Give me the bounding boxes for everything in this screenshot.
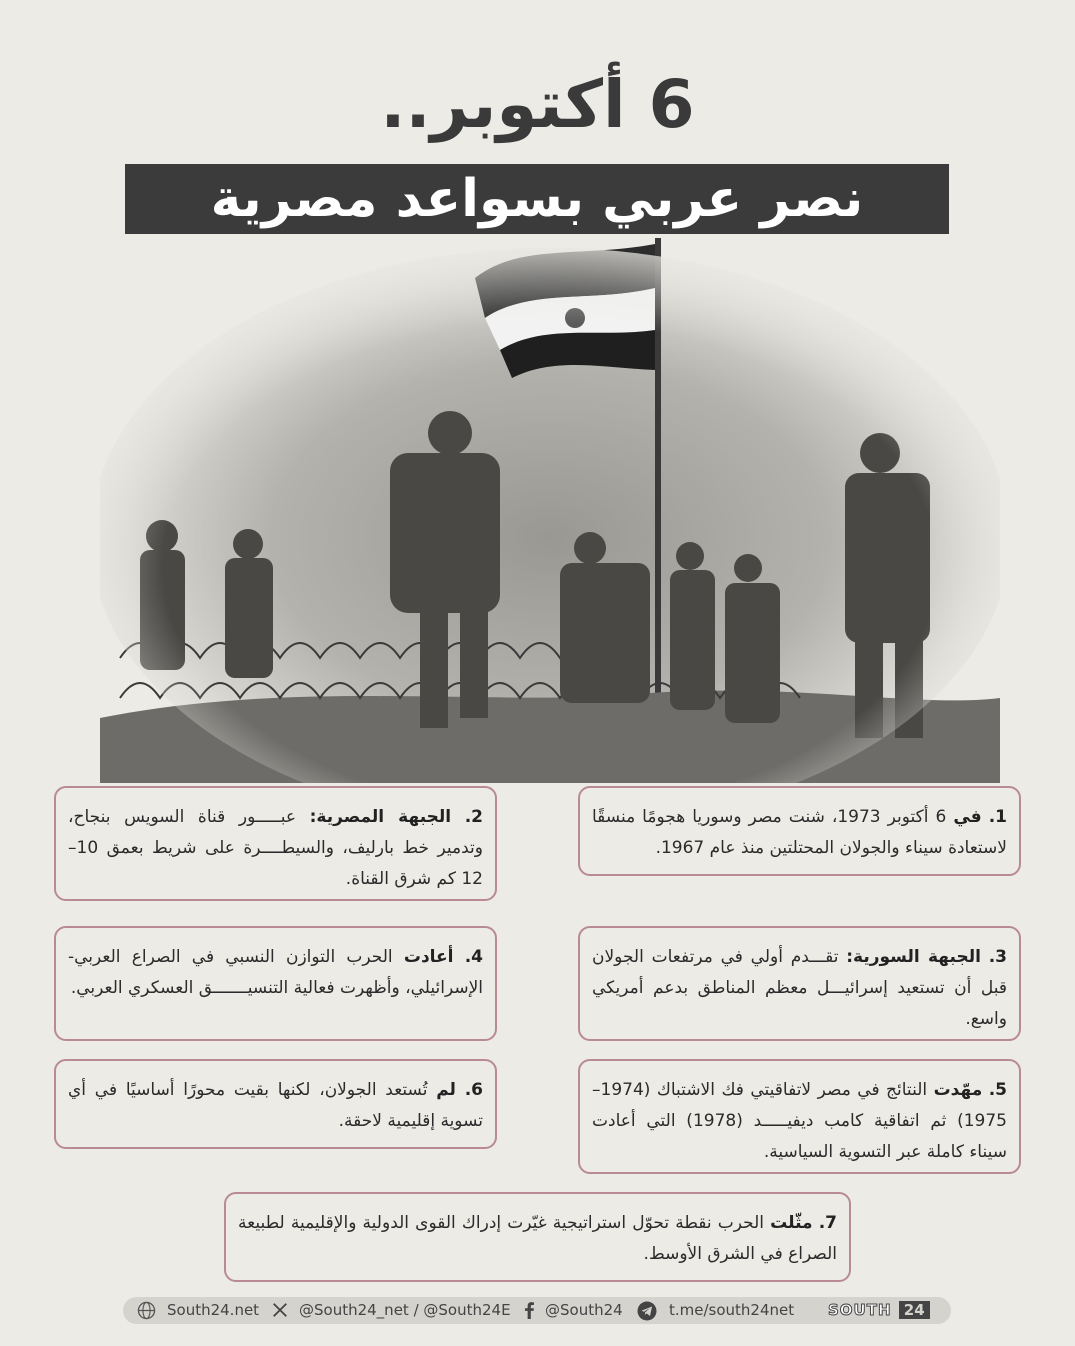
card-4 <box>54 926 497 1041</box>
globe-icon <box>137 1301 156 1320</box>
card-2 <box>54 786 497 901</box>
page-title: 6 أكتوبر.. <box>380 66 695 143</box>
card-text: تقـــدم أولي في مرتفعات الجولان قبل أن تستعيد إسرائيـــل معظم المناطق بدعم أمريكي واسع. <box>592 947 1007 1029</box>
card-3 <box>578 926 1021 1041</box>
card-1 <box>578 786 1021 876</box>
telegram-link[interactable]: t.me/south24net <box>669 1301 795 1319</box>
card-number: 7. <box>818 1213 837 1233</box>
card-lead: أعادت <box>403 947 454 967</box>
card-lead: مهّدت <box>933 1080 983 1100</box>
brand-logo <box>828 1297 930 1324</box>
card-lead: الجبهة المصرية: <box>309 807 452 827</box>
soldiers-flag-photo <box>100 238 1000 783</box>
page-subtitle: نصر عربي بسواعد مصرية <box>125 164 949 234</box>
facebook-icon <box>521 1301 537 1319</box>
card-number: 6. <box>464 1080 483 1100</box>
card-text: الحرب التوازن النسبي في الصراع العربي-الإسرائيلي، وأظهرت فعالية التنسيـــــــق العسكري العربي. <box>68 947 483 998</box>
card-text: تُستعد الجولان، لكنها بقيت محورًا أساسيًا في أي تسوية إقليمية لاحقة. <box>68 1080 483 1131</box>
card-5 <box>578 1059 1021 1174</box>
x-logo-icon <box>271 1301 289 1319</box>
website-link[interactable]: South24.net <box>167 1301 260 1319</box>
facebook-link[interactable]: @South24 <box>545 1301 623 1319</box>
telegram-icon <box>637 1301 657 1321</box>
card-lead: في <box>953 807 982 827</box>
card-number: 1. <box>988 807 1007 827</box>
card-lead: لم <box>436 1080 456 1100</box>
x-handles-link[interactable]: @South24_net / @South24E <box>299 1301 511 1319</box>
card-number: 3. <box>988 947 1007 967</box>
card-text: 6 أكتوبر 1973، شنت مصر وسوريا هجومًا منسقًا لاستعادة سيناء والجولان المحتلتين منذ عام 1967. <box>592 807 1007 858</box>
social-footer <box>123 1297 951 1324</box>
card-text: الحرب نقطة تحوّل استراتيجية غيّرت إدراك القوى الدولية والإقليمية لطبيعة الصراع في الشرق الأوسط. <box>238 1213 837 1264</box>
card-6 <box>54 1059 497 1149</box>
brand-logo-text: SOUTH <box>828 1301 892 1319</box>
card-lead: مثّلت <box>770 1213 813 1233</box>
card-number: 4. <box>464 947 484 967</box>
card-text: عبـــــور قناة السويس بنجاح، وتدمير خط بارليف، والسيطــــرة على شريط بعمق 10–12 كم شرق القناة. <box>68 807 483 889</box>
card-number: 5. <box>988 1080 1007 1100</box>
card-7 <box>224 1192 851 1282</box>
brand-logo-number: 24 <box>899 1301 930 1319</box>
card-text: النتائج في مصر لاتفاقيتي فك الاشتباك (1974–1975) ثم اتفاقية كامب ديفيـــــد (1978) التي أعادت سيناء كاملة عبر التسوية السياسية. <box>592 1080 1007 1162</box>
card-number: 2. <box>464 807 484 827</box>
card-lead: الجبهة السورية: <box>846 947 981 967</box>
